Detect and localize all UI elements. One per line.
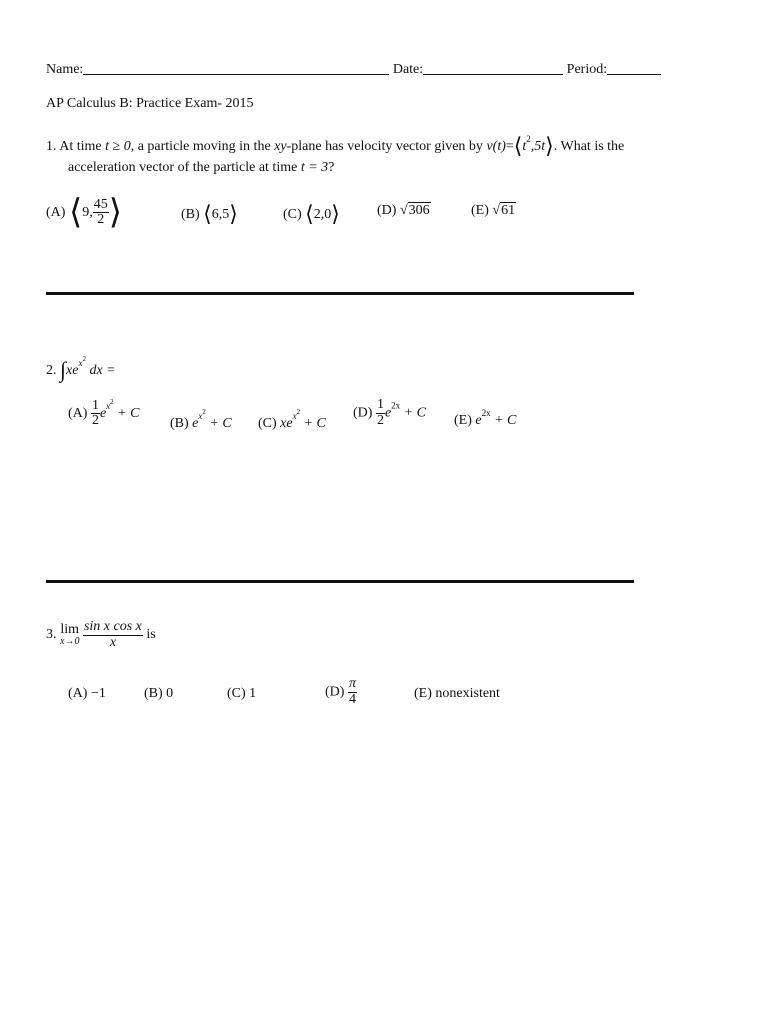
exponent: x	[198, 411, 203, 421]
q2-choice-b[interactable]	[170, 408, 232, 432]
choice-label: (D)	[377, 203, 397, 218]
choice-a-component: 9,	[82, 205, 93, 220]
choice-label: (C)	[283, 207, 302, 222]
right-angle-bracket: ⟩	[229, 201, 238, 226]
velocity-component-2: ,5t	[530, 139, 546, 154]
choice-label: (B)	[144, 686, 163, 701]
numerator: 1	[376, 397, 384, 412]
left-angle-bracket: ⟨	[68, 194, 83, 231]
choice-label: (A)	[46, 205, 66, 220]
numerator: 1	[91, 397, 99, 413]
base-e: e	[192, 416, 199, 431]
denominator: x	[109, 634, 117, 650]
q2-choice-c[interactable]	[258, 408, 326, 432]
fraction	[348, 677, 357, 707]
question-1-text: . What is the	[553, 139, 625, 154]
q3-choice-d[interactable]	[325, 677, 357, 707]
equals-sign: =	[505, 139, 514, 154]
exponent: 2	[526, 134, 531, 144]
base-e: e	[384, 405, 392, 421]
left-angle-bracket: ⟨	[513, 133, 523, 158]
choice-label: (E)	[471, 203, 489, 218]
denominator: 2	[91, 413, 99, 429]
choice-label: (E)	[454, 413, 472, 428]
question-1-text: a particle moving in the	[137, 139, 271, 154]
question-3-text: is	[146, 627, 156, 643]
question-3-number: 3.	[46, 627, 57, 643]
base-e: e	[475, 413, 482, 428]
fraction	[93, 198, 109, 228]
exponent: 2x	[391, 400, 401, 411]
question-1-number: 1.	[46, 139, 57, 154]
constant: + C	[209, 416, 232, 431]
fraction	[376, 398, 385, 428]
choice-c-value: 1	[249, 686, 257, 701]
choice-e-value: nonexistent	[435, 686, 500, 701]
question-1-text: acceleration vector of the particle at time	[68, 160, 298, 175]
choice-label: (E)	[414, 686, 432, 701]
radical-sign: √	[492, 203, 501, 218]
radicand: 61	[501, 203, 516, 218]
integrand: xe	[66, 363, 79, 378]
question-1-text: At time	[59, 139, 102, 154]
question-3-line	[46, 620, 156, 650]
square-root	[492, 203, 516, 219]
choice-label: (B)	[170, 416, 189, 431]
choice-label: (C)	[227, 686, 246, 701]
q2-choice-a[interactable]	[68, 398, 139, 429]
choice-label: (A)	[68, 686, 88, 701]
constant: + C	[303, 416, 326, 431]
question-1-line-2	[68, 160, 334, 176]
differential: dx =	[89, 363, 116, 378]
denominator: 4	[348, 691, 356, 707]
header-line	[46, 62, 661, 78]
period-blank[interactable]	[607, 62, 661, 75]
constant: + C	[494, 413, 517, 428]
question-mark: ?	[328, 160, 335, 175]
date-blank[interactable]	[423, 62, 563, 75]
choice-a-value: −1	[90, 686, 106, 701]
left-angle-bracket: ⟨	[203, 201, 212, 226]
date-label: Date:	[392, 62, 424, 77]
fraction	[83, 620, 143, 650]
section-divider	[46, 292, 634, 295]
numerator: sin x cos x	[83, 619, 142, 634]
constant: + C	[117, 406, 140, 421]
integrand: xe	[280, 416, 293, 431]
q2-choice-e[interactable]	[454, 408, 516, 429]
name-label: Name:	[46, 62, 84, 77]
plane-label: xy	[274, 139, 287, 154]
fraction	[91, 399, 100, 429]
exponent: 2x	[481, 408, 491, 418]
question-1-text: -plane has velocity vector given by	[286, 139, 483, 154]
choice-b-value: 6,5	[211, 207, 230, 222]
q1-choice-c[interactable]	[283, 201, 340, 227]
exponent-power: 2	[110, 398, 114, 406]
choice-label: (C)	[258, 416, 277, 431]
square-root	[400, 203, 431, 219]
choice-label: (D)	[353, 405, 373, 421]
question-2-line	[46, 355, 116, 383]
q1-choice-b[interactable]	[181, 201, 238, 227]
q3-choice-b[interactable]	[144, 686, 173, 702]
right-angle-bracket: ⟩	[108, 194, 122, 231]
section-divider	[46, 580, 634, 583]
integral-sign: ∫	[60, 357, 67, 382]
q3-choice-e[interactable]	[414, 686, 500, 702]
exponent: x	[78, 358, 83, 368]
choice-c-value: 2,0	[313, 207, 332, 222]
velocity-component-1: t	[522, 139, 527, 154]
numerator: π	[348, 676, 356, 691]
numerator: 45	[93, 196, 108, 212]
velocity-function: v(t)	[486, 139, 506, 154]
choice-label: (D)	[325, 684, 345, 700]
page-title: AP Calculus B: Practice Exam- 2015	[46, 96, 254, 111]
exponent: x	[292, 411, 297, 421]
question-2-number: 2.	[46, 363, 57, 378]
q1-choice-d[interactable]	[377, 203, 431, 219]
limit-operator: lim	[60, 622, 80, 638]
exponent: x	[106, 401, 111, 411]
limit	[60, 623, 79, 647]
choice-b-value: 0	[166, 686, 174, 701]
q1-choice-e[interactable]	[471, 203, 516, 219]
question-1-line-1	[46, 133, 624, 159]
right-angle-bracket: ⟩	[331, 201, 340, 226]
q2-choice-d[interactable]	[353, 398, 426, 428]
q3-choice-c[interactable]	[227, 686, 256, 702]
exponent-power: 2	[296, 408, 301, 416]
time-value: t = 3	[300, 160, 329, 175]
radical-sign: √	[399, 203, 408, 218]
right-angle-bracket: ⟩	[545, 133, 554, 158]
time-condition: t ≥ 0,	[105, 139, 135, 154]
choice-label: (B)	[181, 207, 200, 222]
name-blank[interactable]	[83, 62, 389, 75]
period-label: Period:	[566, 62, 608, 77]
denominator: 2	[376, 412, 384, 428]
q3-choice-a[interactable]	[68, 686, 106, 702]
exponent-power: 2	[202, 408, 206, 416]
choice-label: (A)	[68, 406, 88, 421]
limit-subscript: x→0	[60, 636, 80, 648]
q1-choice-a[interactable]	[46, 192, 122, 232]
radicand: 306	[408, 203, 430, 218]
denominator: 2	[97, 212, 105, 228]
left-angle-bracket: ⟨	[305, 201, 314, 226]
constant: + C	[403, 405, 426, 421]
base-e: e	[99, 406, 107, 421]
exponent-power: 2	[82, 355, 86, 363]
